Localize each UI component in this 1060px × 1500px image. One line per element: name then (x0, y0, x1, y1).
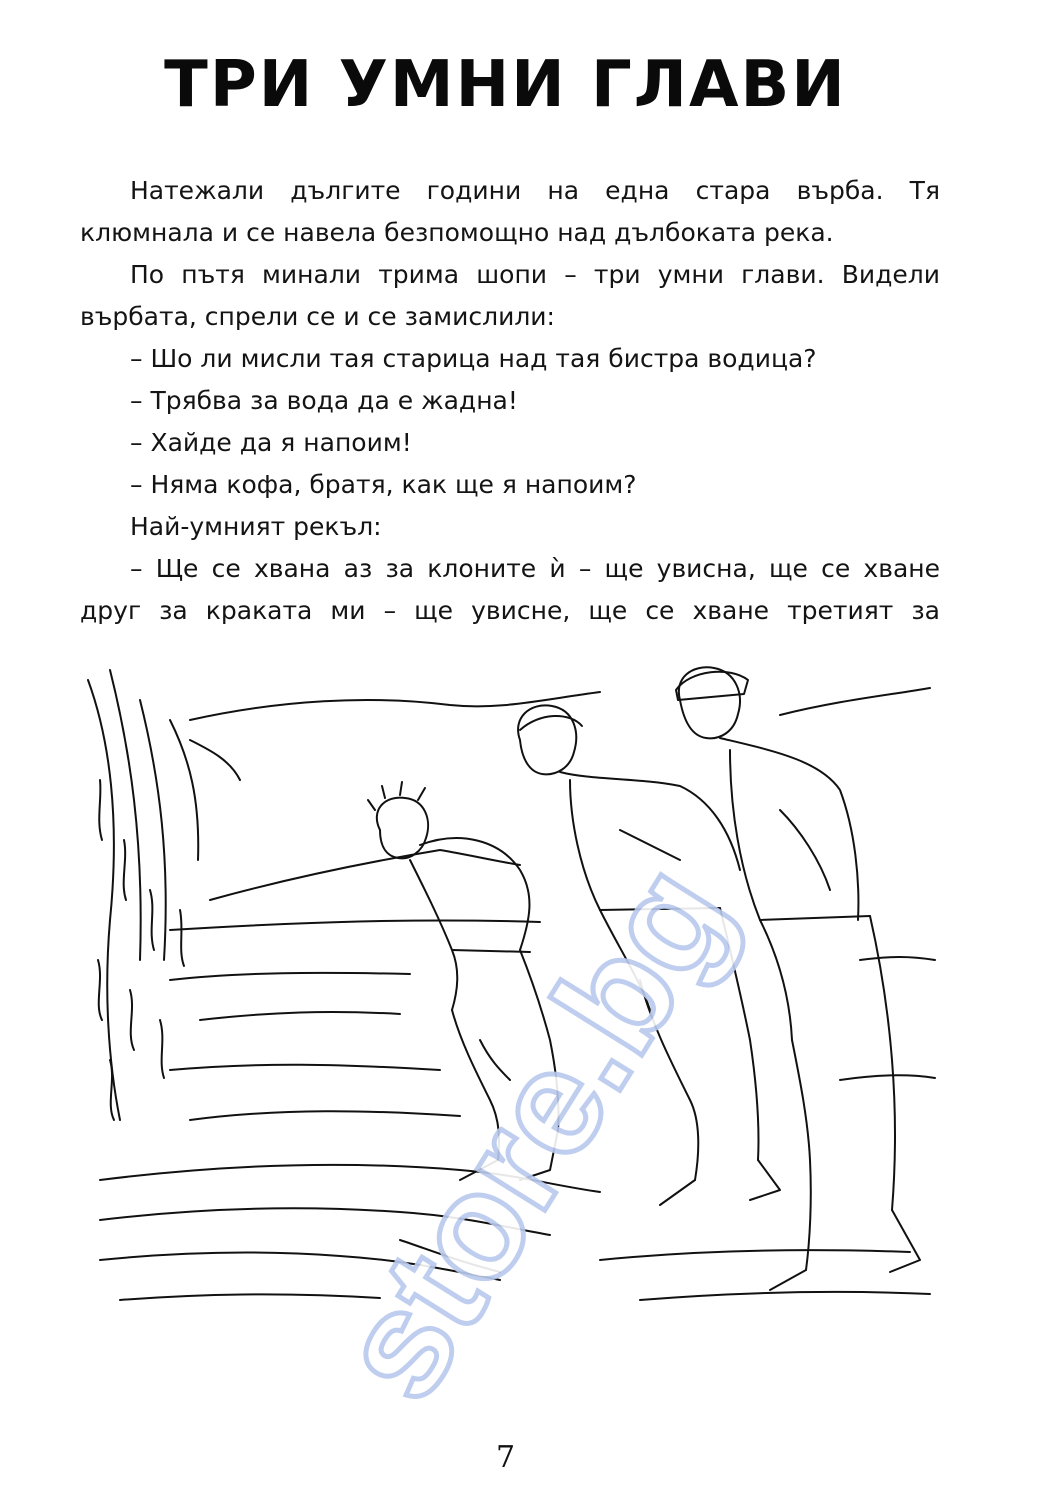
text-line: – Шо ли мисли тая старица над тая бистра водица? (130, 344, 817, 373)
text-line: – Трябва за вода да е жадна! (130, 386, 518, 415)
text-line: – Няма кофа, братя, как ще я напоим? (130, 470, 637, 499)
watermark-text: store.bg (304, 836, 761, 1427)
text-line: клюмнала и се навела безпомощно над дълбоката река. (80, 218, 834, 247)
man-standing-figure (676, 667, 920, 1290)
story-text (80, 170, 940, 632)
illustration (80, 660, 940, 1320)
text-line: По пътя минали трима шопи – три умни глави. Видели (130, 260, 940, 289)
willow-tree (88, 670, 240, 1120)
text-line: – Хайде да я напоим! (130, 428, 412, 457)
page-number: 7 (495, 1440, 516, 1475)
page-title: ТРИ УМНИ ГЛАВИ (164, 48, 847, 122)
text-line: друг за краката ми – ще увисне, ще се хване третият за (80, 596, 940, 625)
text-line: Натежали дългите години на една стара върба. Тя (130, 176, 940, 205)
text-line: – Ще се хвана аз за клоните ѝ – ще увисна, ще се хване (130, 554, 940, 583)
man-bending-figure (368, 782, 559, 1180)
text-line: Най-умният рекъл: (130, 512, 382, 541)
river (100, 1165, 930, 1300)
text-line: върбата, спрели се и се замислили: (80, 302, 555, 331)
